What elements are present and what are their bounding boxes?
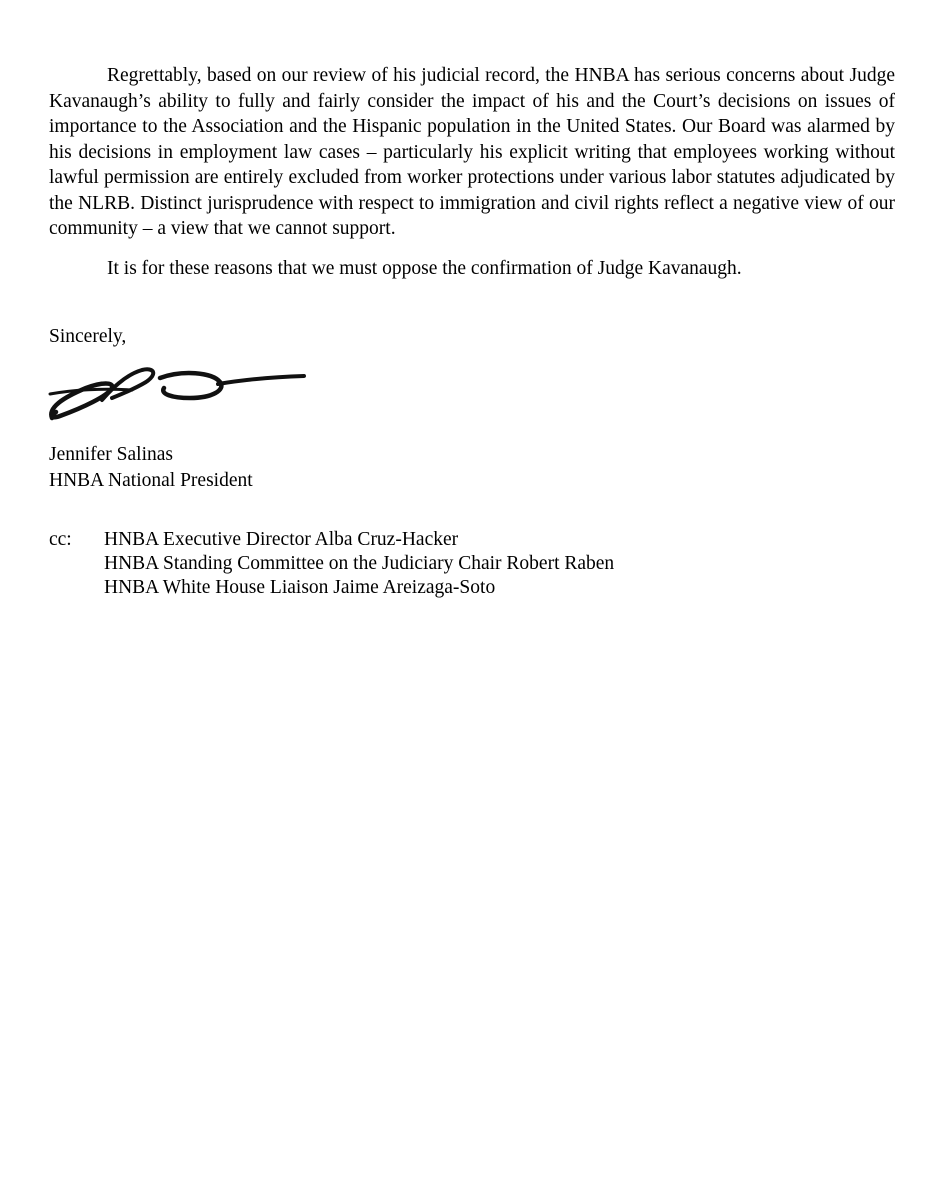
signer-name: Jennifer Salinas [49, 444, 174, 465]
closing-salutation: Sincerely, [49, 326, 127, 347]
signer-title: HNBA National President [49, 470, 253, 491]
body-paragraph-1: Regrettably, based on our review of his judicial record, the HNBA has serious concerns about Judge Kavanaugh’s ability to fully and fairly consider the impact of his and the Court’s decisions on issues of importance to the Association and the Hispanic population in the United States. Our Board was alarmed by his decisions in employment law cases – particularly his explicit writing that employees working without lawful permission are entirely excluded from worker protections under various labor statutes adjudicated by the NLRB. Distinct jurisprudence with respect to immigration and civil rights reflect a negative view of our community – a view that we cannot support. [49, 65, 895, 239]
cc-recipient: HNBA White House Liaison Jaime Areizaga-Soto [104, 577, 496, 598]
body-paragraph-2: It is for these reasons that we must oppose the confirmation of Judge Kavanaugh. [107, 258, 742, 279]
handwritten-signature-icon [42, 360, 312, 426]
cc-recipient: HNBA Standing Committee on the Judiciary Chair Robert Raben [104, 553, 615, 574]
cc-label: cc: [49, 529, 72, 550]
cc-recipient: HNBA Executive Director Alba Cruz-Hacker [104, 529, 459, 550]
